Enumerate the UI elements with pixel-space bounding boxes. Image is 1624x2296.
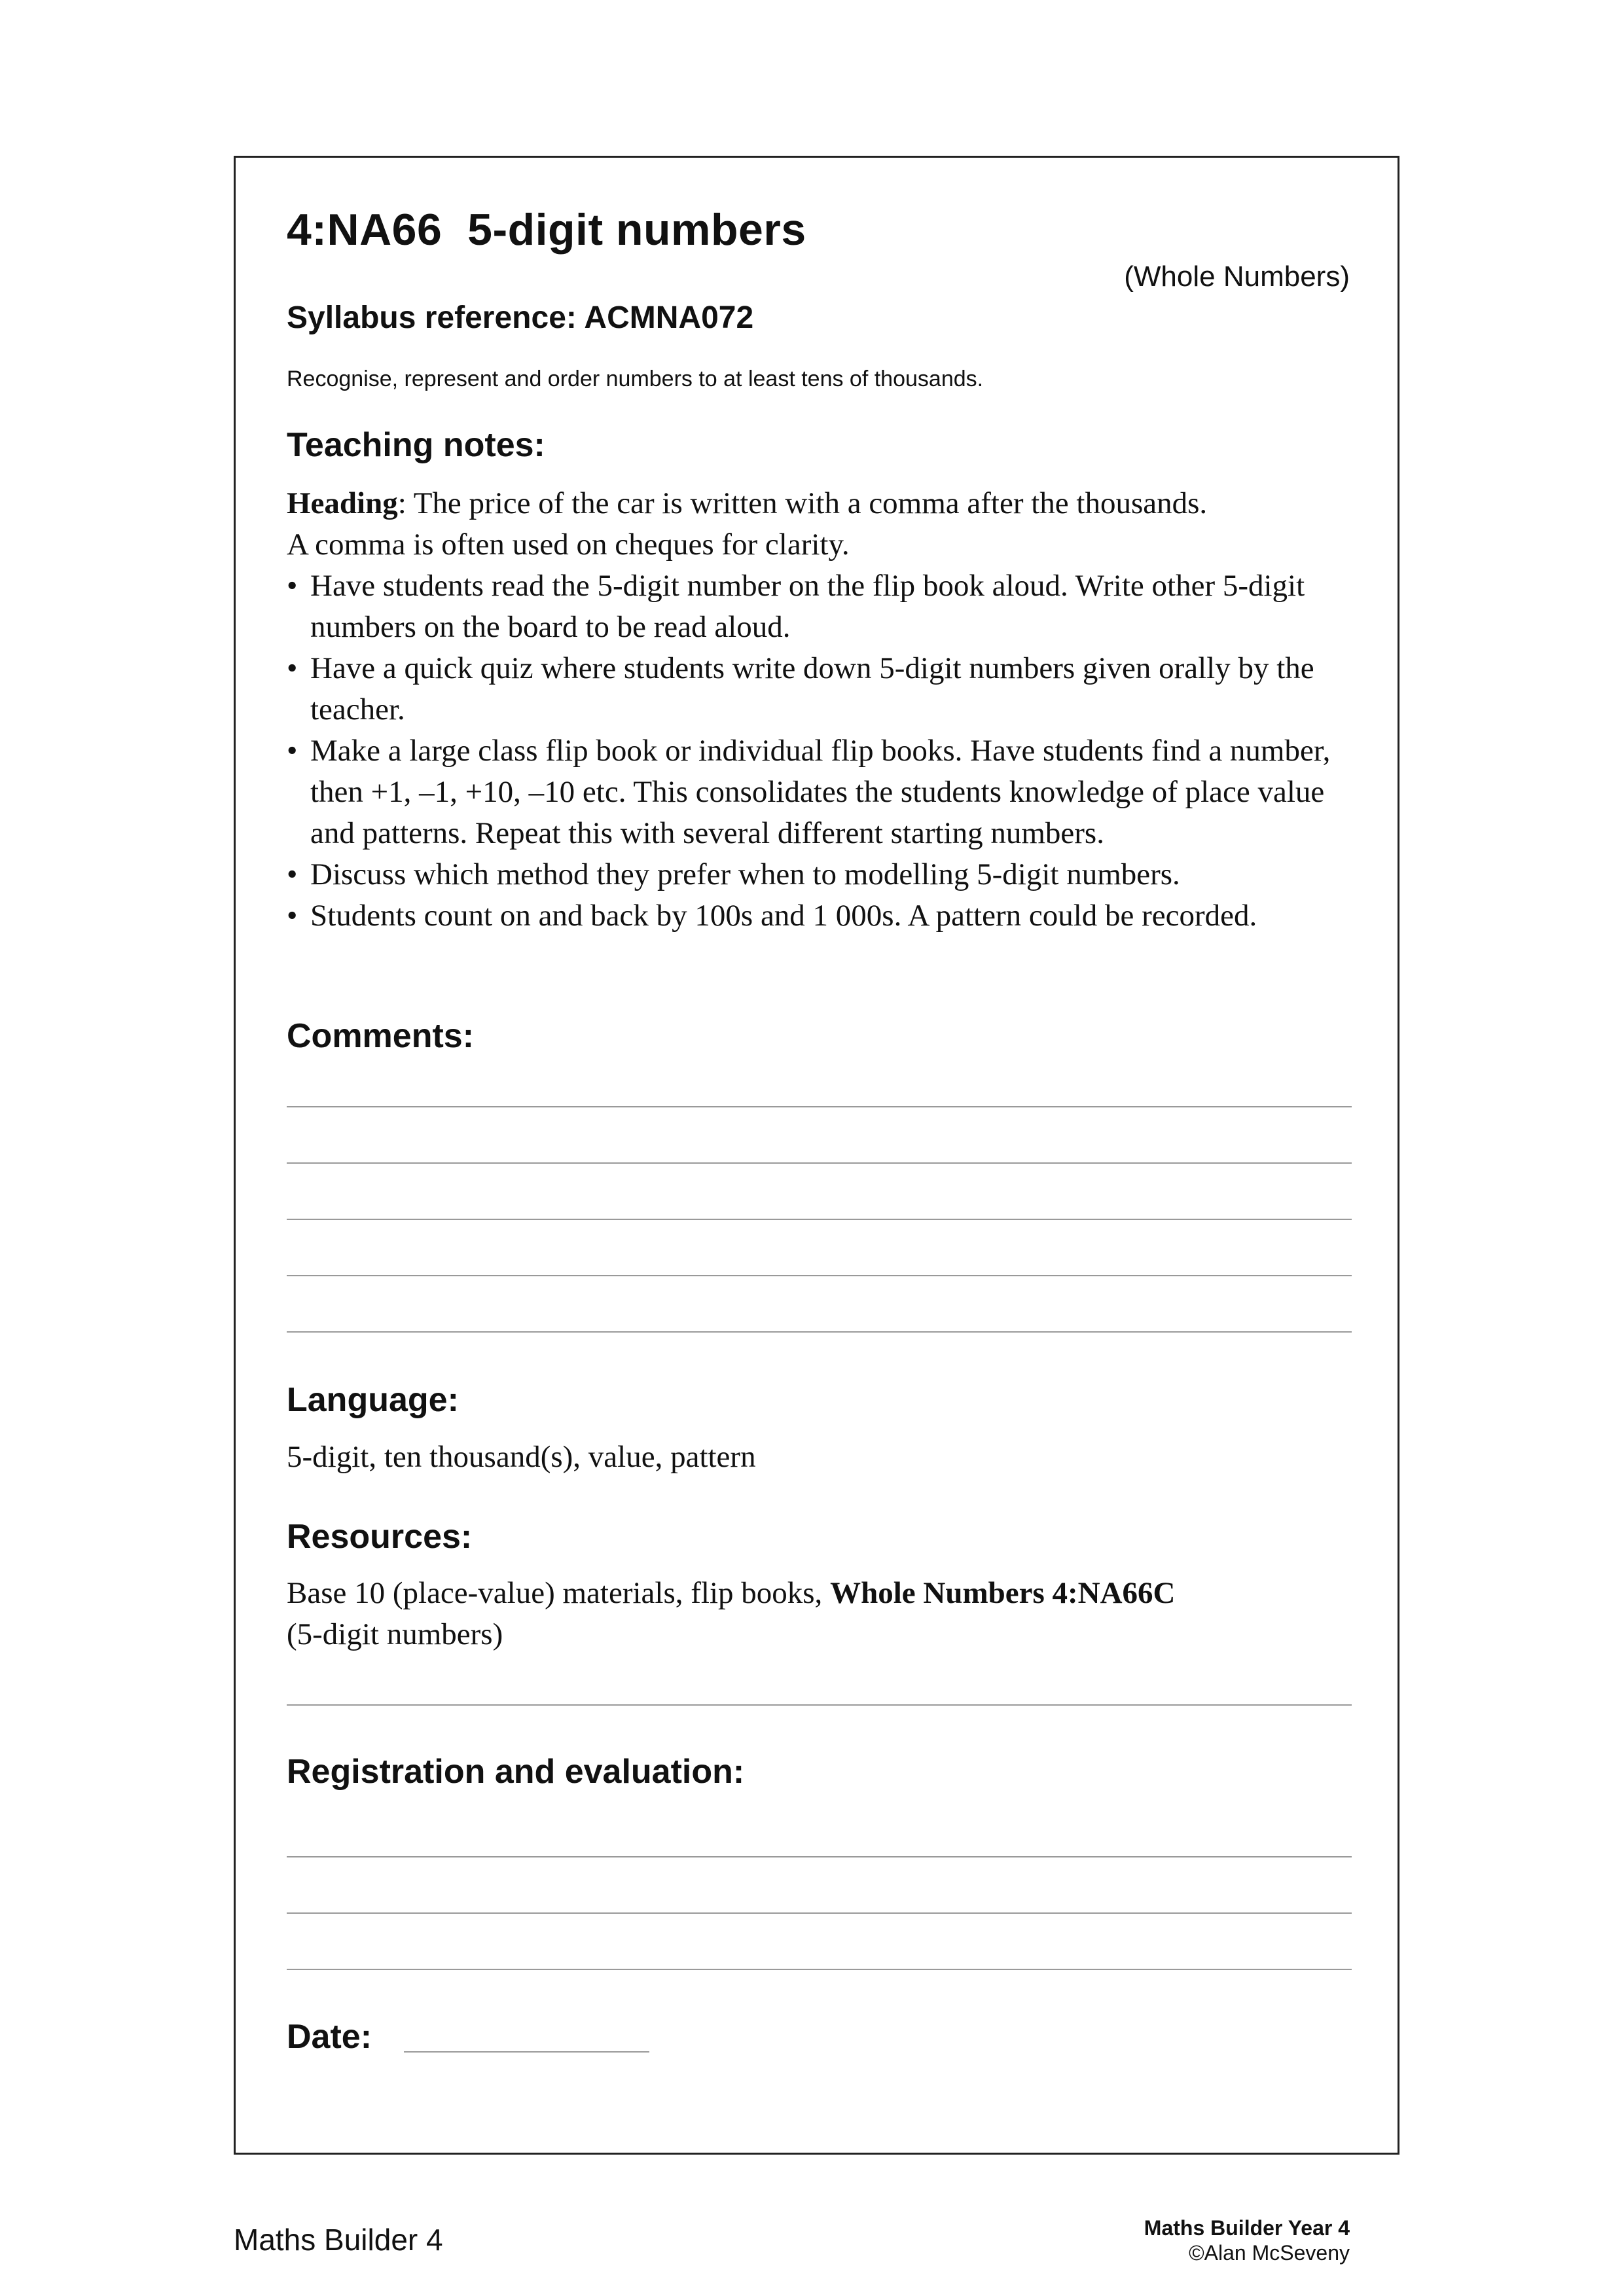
comments-line-3[interactable]: [287, 1219, 1352, 1220]
date-field-line[interactable]: [404, 2051, 649, 2053]
page-title: [287, 204, 806, 255]
comments-line-5[interactable]: [287, 1331, 1352, 1333]
notes-intro-bold: Heading: [287, 486, 398, 520]
footer-left: Maths Builder 4: [234, 2223, 443, 2257]
syllabus-reference: Syllabus reference: ACMNA072: [287, 300, 754, 335]
lesson-title: 5-digit numbers: [467, 205, 806, 255]
resources-divider: [287, 1704, 1352, 1706]
resources-list: Base 10 (place-value) materials, flip books,: [287, 1576, 831, 1610]
list-item: • Have a quick quiz where students write down 5-digit numbers given orally by the teacher.: [287, 648, 1360, 730]
footer-copyright: ©Alan McSeveny: [1189, 2241, 1350, 2265]
footer-right: [1144, 2215, 1350, 2265]
registration-heading: Registration and evaluation:: [287, 1753, 745, 1791]
language-heading: Language:: [287, 1381, 459, 1419]
registration-line-2[interactable]: [287, 1912, 1352, 1914]
notes-intro-text: : The price of the car is written with a comma after the thousands.: [397, 486, 1208, 520]
teaching-notes-body: [287, 483, 1360, 937]
notes-intro: [287, 483, 1360, 524]
registration-line-3[interactable]: [287, 1969, 1352, 1970]
lesson-code: 4:NA66: [287, 205, 442, 255]
footer-book-title: Maths Builder Year 4: [1144, 2216, 1350, 2240]
comments-heading: Comments:: [287, 1017, 475, 1055]
comments-line-1[interactable]: [287, 1106, 1352, 1107]
notes-intro-line2: A comma is often used on cheques for clarity.: [287, 528, 850, 562]
list-item: • Students count on and back by 100s and 1 000s. A pattern could be recorded.: [287, 895, 1360, 937]
resources-heading: Resources:: [287, 1518, 473, 1556]
list-item: • Have students read the 5-digit number on the flip book aloud. Write other 5-digit numbers on the board to be read aloud.: [287, 565, 1360, 648]
comments-line-2[interactable]: [287, 1162, 1352, 1164]
language-text: 5-digit, ten thousand(s), value, pattern: [287, 1440, 756, 1474]
notes-bullet-list: [287, 565, 1360, 937]
resources-worksheet: Whole Numbers 4:NA66C: [830, 1576, 1176, 1610]
outcome-text: Recognise, represent and order numbers to at least tens of thousands.: [287, 367, 984, 391]
registration-line-1[interactable]: [287, 1856, 1352, 1857]
teaching-notes-heading: Teaching notes:: [287, 426, 545, 464]
strand-label: (Whole Numbers): [1124, 260, 1350, 293]
resources-text: [287, 1573, 1360, 1655]
list-item: • Make a large class flip book or individual flip books. Have students find a number, then +1, –1, +10, –10 etc. This consolidates the students knowledge of place value and patterns. Repeat this with several different starting numbers.: [287, 730, 1360, 854]
list-item: • Discuss which method they prefer when to modelling 5-digit numbers.: [287, 854, 1360, 895]
comments-line-4[interactable]: [287, 1275, 1352, 1276]
resources-line2: (5-digit numbers): [287, 1617, 503, 1651]
date-label: Date:: [287, 2018, 372, 2056]
